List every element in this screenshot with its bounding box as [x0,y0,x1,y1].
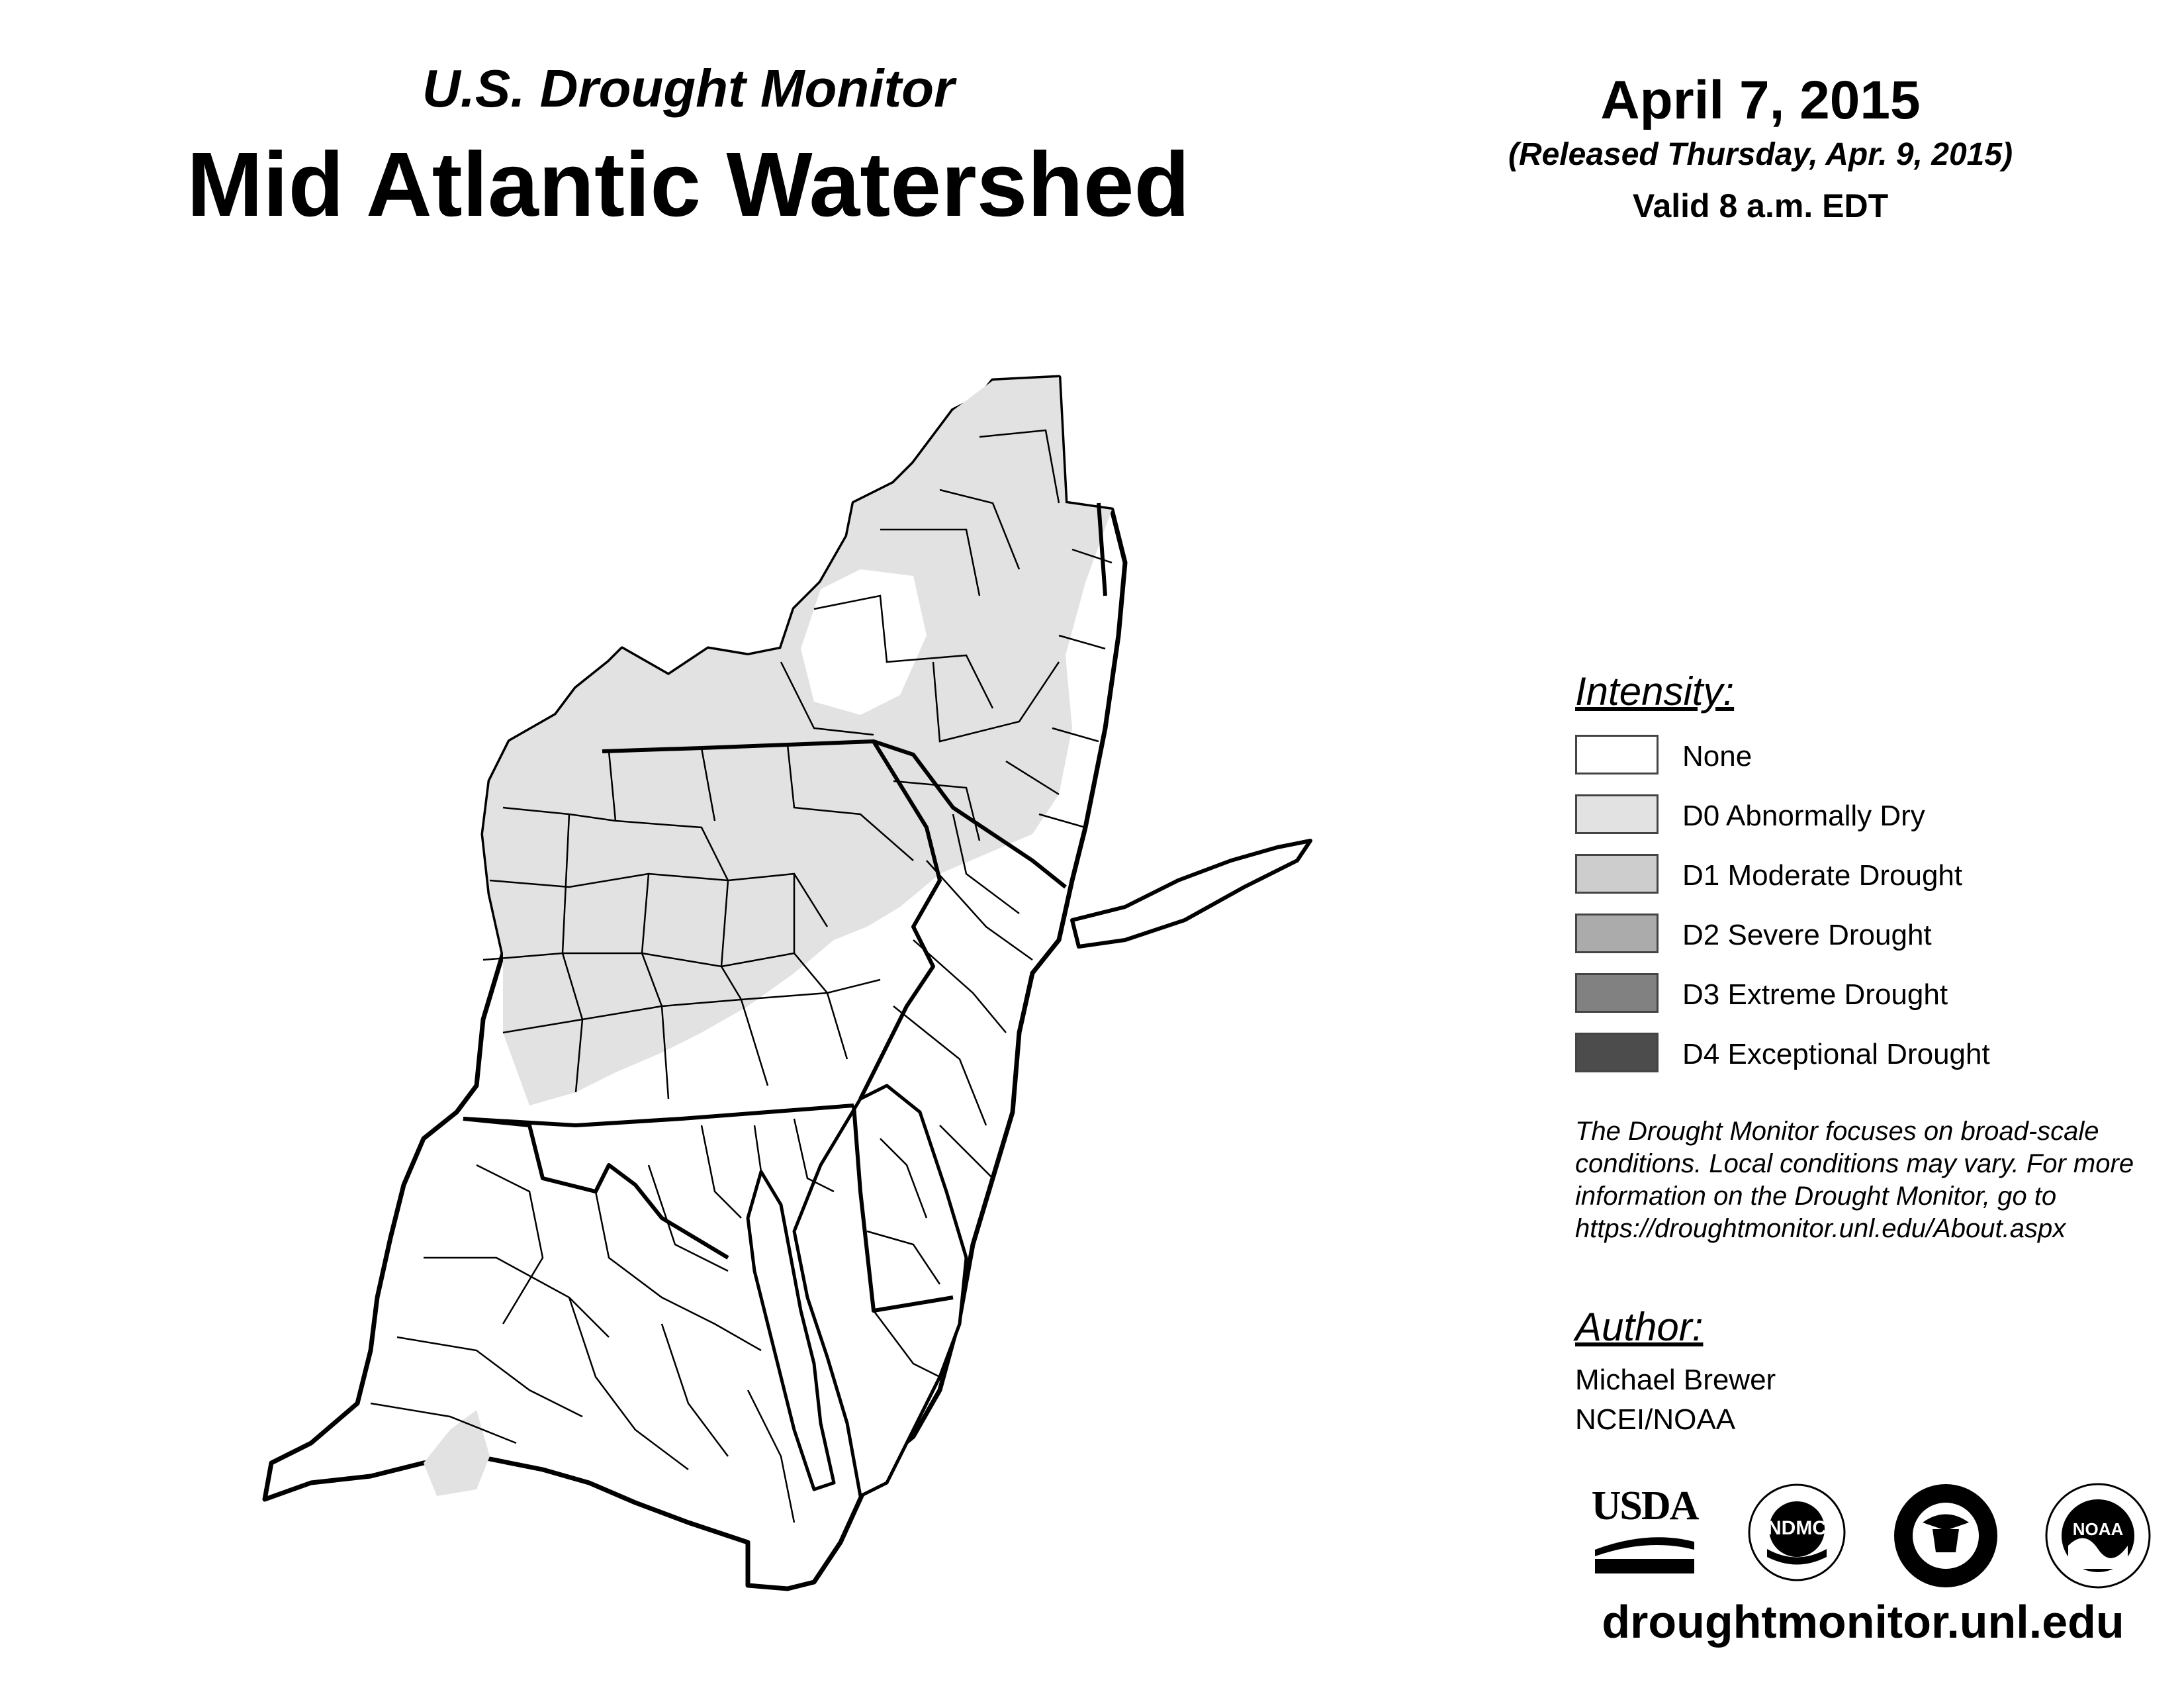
commerce-seal [1893,1483,1999,1589]
usda-logo [1588,1483,1701,1575]
map-date: April 7, 2015 [1600,70,1921,130]
usda-logo-text: USDA [1591,1483,1698,1528]
author-name: Michael Brewer [1575,1364,1776,1396]
disclaimer-note: The Drought Monitor focuses on broad-scale conditions. Local conditions may vary. For more information on the Drought Monitor, go to https://droughtmonitor.unl.edu/About.aspx [1575,1117,2134,1243]
noaa-logo [2045,1483,2151,1589]
long-island [1072,841,1310,947]
legend-label: D3 Extreme Drought [1682,978,1948,1011]
legend-swatch [1575,914,1659,953]
legend-swatch [1575,735,1659,774]
valid-time: Valid 8 a.m. EDT [1632,187,1889,224]
noaa-logo-text: NOAA [2072,1519,2124,1539]
map-title: Mid Atlantic Watershed [187,134,1190,236]
map-subtitle: U.S. Drought Monitor [422,59,955,118]
legend-label: None [1682,740,1752,773]
ndmc-logo-text: NDMC [1767,1517,1827,1539]
legend-title: Intensity: [1575,669,1735,714]
legend-swatch [1575,794,1659,834]
legend-label: D0 Abnormally Dry [1682,800,1925,832]
legend-swatch [1575,973,1659,1013]
legend-swatch [1575,854,1659,894]
website-link[interactable]: droughtmonitor.unl.edu [1602,1596,2124,1648]
usda-logo-swoosh [1588,1530,1701,1576]
ndmc-logo [1747,1483,1846,1582]
legend-label: D2 Severe Drought [1682,919,1932,951]
legend-label: D1 Moderate Drought [1682,859,1963,892]
release-date: (Released Thursday, Apr. 9, 2015) [1508,137,2013,172]
author-title: Author: [1575,1305,1704,1349]
legend-swatch [1575,1033,1659,1072]
commerce-logo [1893,1483,1999,1589]
author-org: NCEI/NOAA [1575,1403,1736,1436]
legend-label: D4 Exceptional Drought [1682,1038,1990,1070]
